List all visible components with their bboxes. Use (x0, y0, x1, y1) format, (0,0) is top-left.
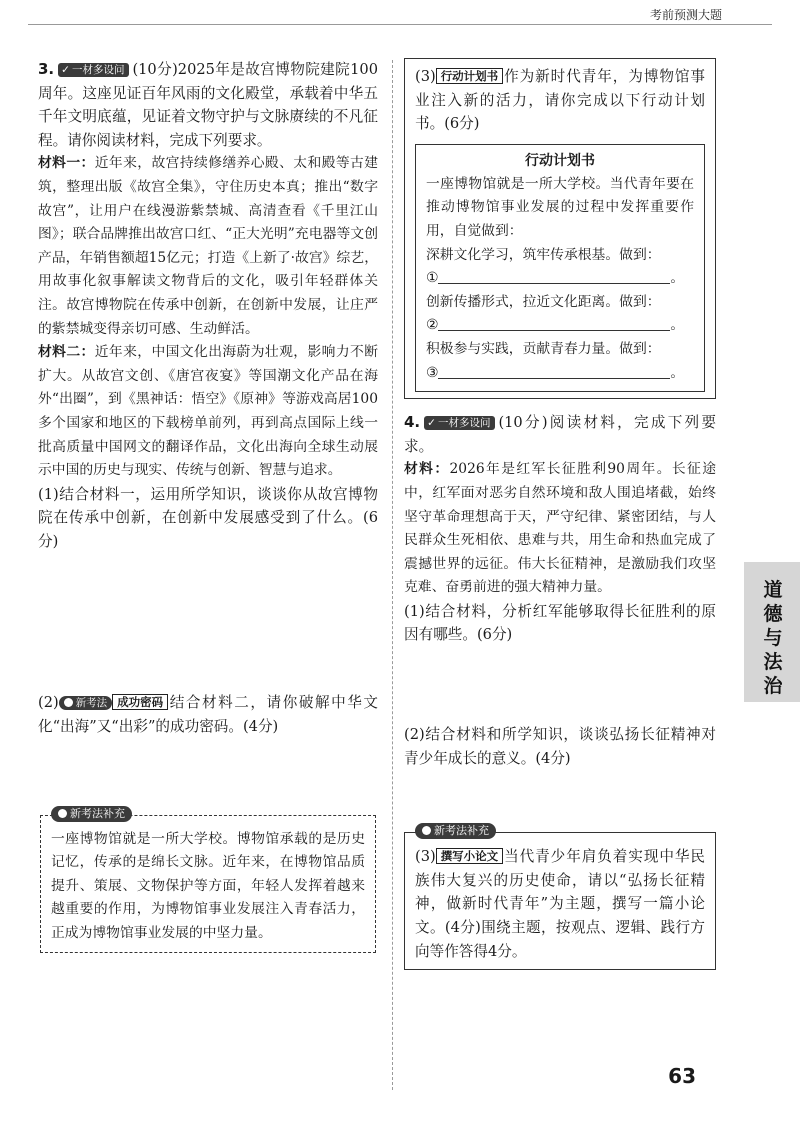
question-3-sub-3-box (404, 58, 716, 399)
question-4-sub-1: (1)结合材料，分析红军能够取得长征胜利的原因有哪些。(6分) (404, 602, 716, 644)
supplement-title: 新考法补充 (51, 806, 132, 822)
sub-label-box: 成功密码 (112, 694, 168, 710)
check-icon: ✓ (427, 417, 436, 430)
question-tag: ✓ 一材多设问 (424, 416, 495, 430)
pin-icon (64, 698, 73, 707)
new-method-tag: 新考法 (59, 696, 113, 710)
supplement-title: 新考法补充 (415, 823, 496, 839)
fill-blank[interactable] (438, 316, 670, 331)
page-header: 考前预测大题 (649, 8, 722, 22)
question-3-intro: 3. ✓ 一材多设问 (10分)2025年是故宫博物院建院100周年。这座见证百年风雨的文化殿堂，承载着中华五千年文明底蕴，见证着文物守护与文脉赓续的不凡征程。请你阅读材料，完成下列要求。 (38, 60, 378, 149)
header-rule (28, 24, 772, 25)
plan-item-1: 深耕文化学习，筑牢传承根基。做到： (426, 246, 661, 263)
action-plan-box (415, 144, 705, 392)
left-column (38, 58, 378, 953)
fill-blank[interactable] (438, 364, 670, 379)
supplement-box (40, 806, 376, 953)
column-divider (392, 60, 393, 1090)
right-column (404, 58, 716, 970)
supplement-text: 一座博物馆就是一所大学校。博物馆承载的是历史记忆，传承的是绵长文脉。近年来，在博物馆品质提升、策展、文物保护等方面，年轻人发挥着越来越重要的作用，为博物馆事业发展注入青春活力，正成为博物馆事业发展的中坚力量。 (51, 830, 365, 942)
check-icon: ✓ (61, 64, 70, 76)
plan-item-2: 创新传播形式，拉近文化距离。做到： (426, 293, 661, 310)
question-number: 4. (404, 413, 421, 432)
plan-blank-1: ① 。 (426, 270, 685, 287)
question-tag: ✓ 一材多设问 (58, 63, 129, 77)
fill-blank[interactable] (438, 269, 670, 284)
plan-blank-2: ② 。 (426, 317, 685, 334)
sub-label-box: 撰写小论文 (436, 848, 504, 864)
question-3-sub-1: (1)结合材料一，运用所学知识，谈谈你从故宫博物院在传承中创新，在创新中发展感受到了什么。(6分) (38, 485, 378, 550)
question-number: 3. (38, 60, 55, 78)
plan-intro: 一座博物馆就是一所大学校。当代青年要在推动博物馆事业发展的过程中发挥重要作用，自觉做到： (426, 175, 694, 239)
question-3-sub-2: (2) 新考法 成功密码 结合材料二，请你破解中华文化“出海”又“出彩”的成功密码。(4分) (38, 694, 378, 736)
plan-blank-3: ③ 。 (426, 364, 685, 381)
q4-supplement-box (404, 824, 716, 970)
plan-item-3: 积极参与实践，贡献青春力量。做到： (426, 340, 661, 357)
answer-space (404, 647, 716, 723)
side-tab-label: 道德与法治 (763, 579, 783, 697)
plan-title: 行动计划书 (525, 152, 595, 169)
answer-space (38, 739, 378, 815)
material-q4: 材料：2026年是红军长征胜利90周年。长征途中，红军面对恶劣自然环境和敌人围追堵截，始终坚守革命理想高于天，严守纪律、紧密团结，与人民群众生死相依、患难与共，用生命和热血完成了震撼世界的远征。伟大长征精神，是激励我们攻坚克难、奋勇前进的强大精神力量。 (404, 461, 717, 596)
sub-label-box: 行动计划书 (436, 68, 504, 84)
question-4-sub-3: (3) 撰写小论文 当代青少年肩负着实现中华民族伟大复兴的历史使命，请以“弘扬长征精神，做新时代青年”为主题，撰写一篇小论文。(4分)围绕主题，按观点、逻辑、践行方向等作答得4分。 (415, 848, 705, 960)
question-4-sub-2: (2)结合材料和所学知识，谈谈弘扬长征精神对青少年成长的意义。(4分) (404, 726, 716, 767)
material-2: 材料二：近年来，中国文化出海蔚为壮观，影响力不断扩大。从故宫文创、《唐宫夜宴》等国潮文化产品在海外“出圈”，到《黑神话：悟空》《原神》等游戏高居100多个国家和地区的下载榜单前列，再到高点国际上线一批高质量中国网文的翻译作品，文化出海向全球生动展示中国的历史与现实、传统与创新、智慧与追求。 (38, 344, 379, 479)
question-3-sub-3: (3) 行动计划书 作为新时代青年，为博物馆事业注入新的活力，请你完成以下行动计划书。(6分) (415, 68, 705, 133)
page-number: 63 (668, 1064, 696, 1088)
material-1: 材料一：近年来，故宫持续修缮养心殿、太和殿等古建筑，整理出版《故宫全集》，守住历史本真；推出“数字故宫”，让用户在线漫游紫禁城、高清查看《千里江山图》；联合品牌推出故宫口红、“正大光明”充电器等文创产品，年销售额超15亿元；打造《上新了·故宫》综艺，用故事化叙事解读文物背后的文化，吸引年轻群体关注。故宫博物院在传承中创新，在创新中发展，让庄严的紫禁城变得亲切可感、生动鲜活。 (38, 155, 379, 337)
subject-side-tab (744, 562, 800, 702)
answer-space (38, 553, 378, 691)
question-4-intro: 4. ✓ 一材多设问 (10分)阅读材料，完成下列要求。 (404, 413, 716, 455)
